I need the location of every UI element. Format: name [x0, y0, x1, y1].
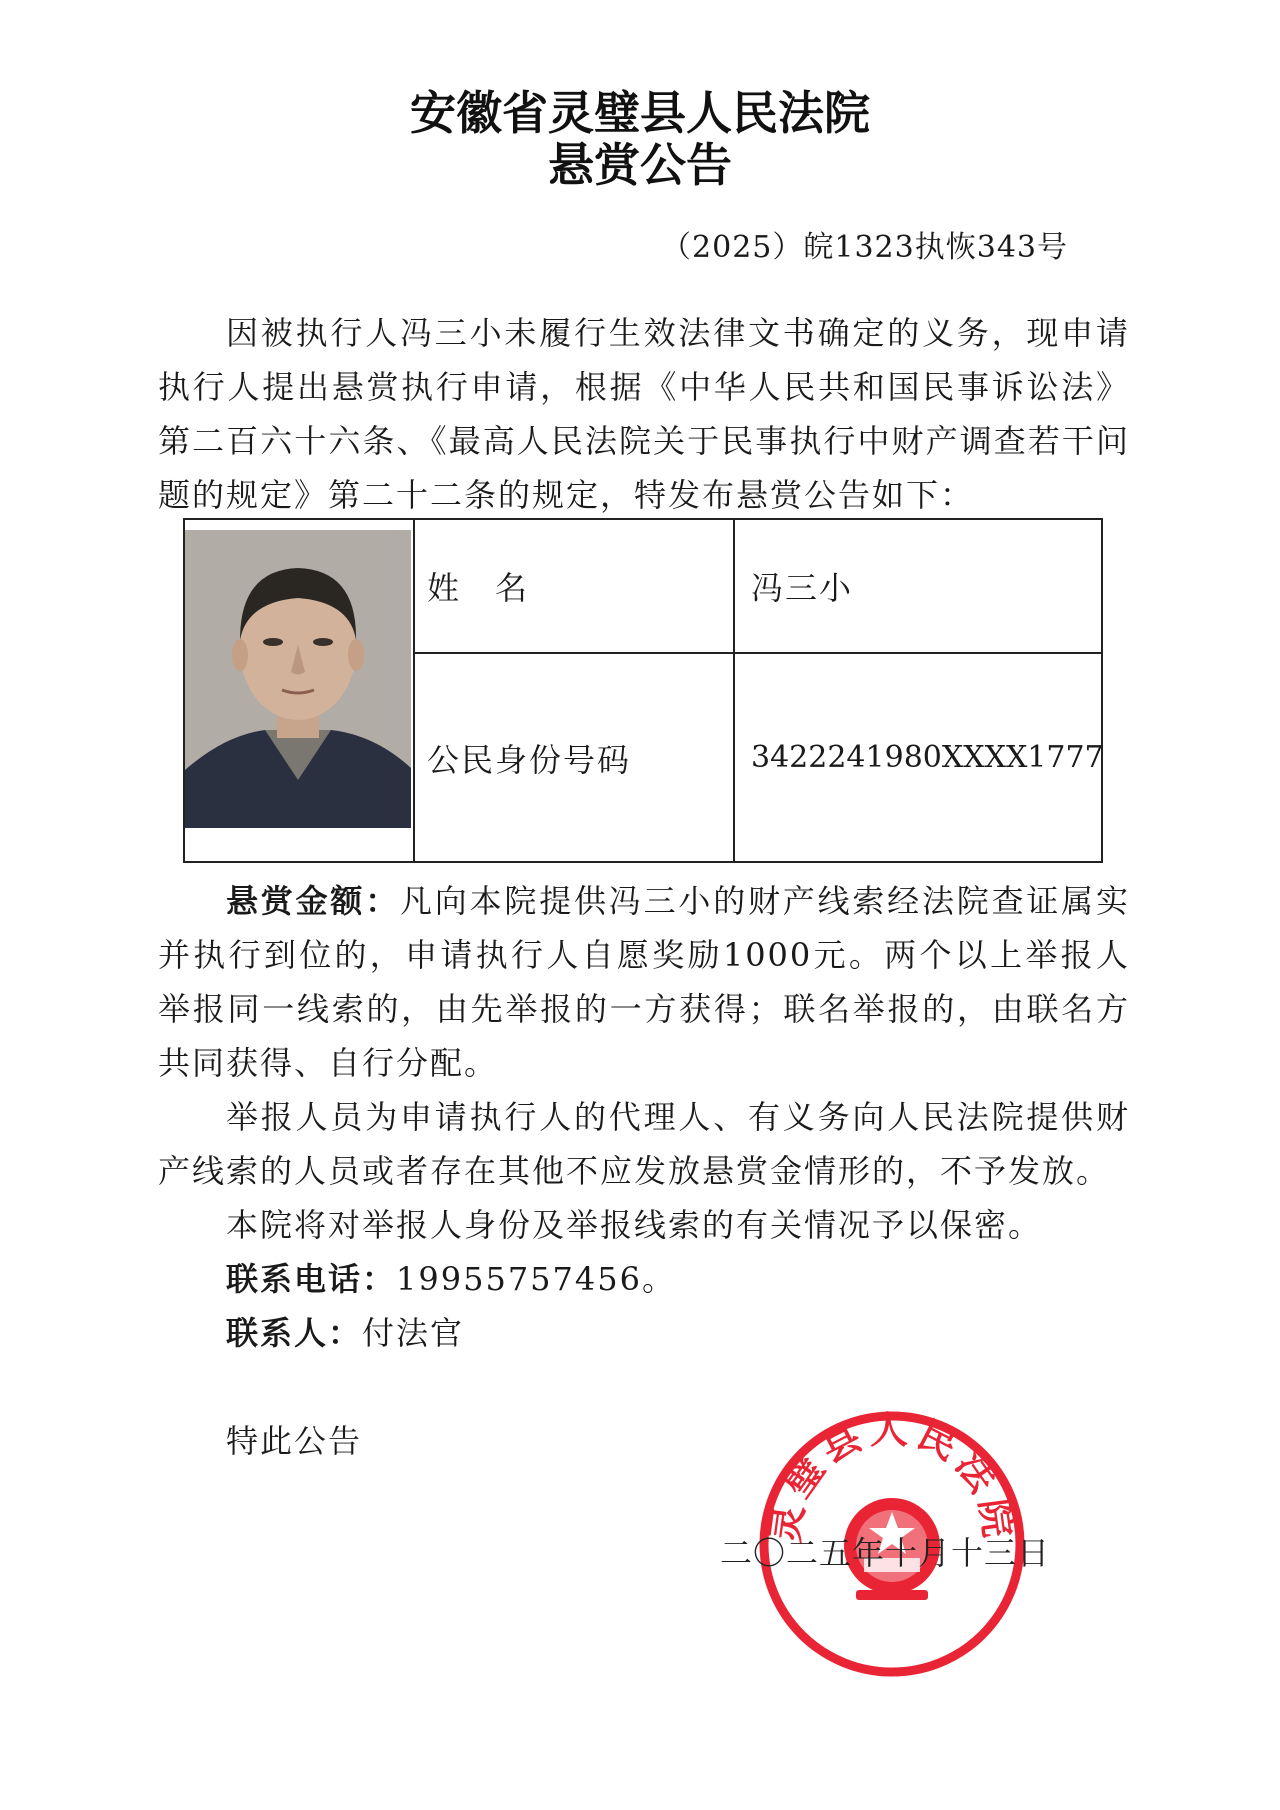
name-value: 冯三小 — [751, 569, 854, 607]
closing-text: 特此公告 — [226, 1422, 363, 1460]
reward-label: 悬赏金额： — [226, 882, 400, 920]
id-value: 3422241980XXXX1777 — [751, 740, 1104, 775]
person-value: 付法官 — [362, 1314, 465, 1352]
contact-phone — [226, 1252, 676, 1306]
confidential-line: 本院将对举报人身份及举报线索的有关情况予以保密。 — [226, 1206, 1043, 1244]
subject-photo — [185, 530, 411, 828]
issue-date: 二〇二五年十月十三日 — [720, 1534, 1051, 1572]
case-number: （2025）皖1323执恢343号 — [661, 230, 1068, 265]
id-label: 公民身份号码 — [427, 740, 632, 779]
notice-title: 悬赏公告 — [548, 138, 732, 192]
phone-label: 联系电话： — [226, 1260, 397, 1298]
info-table — [183, 518, 1103, 863]
intro-paragraph: 因被执行人冯三小未履行生效法律文书确定的义务，现申请执行人提出悬赏执行申请，根据《中华人民共和国民事诉讼法》第二百六十六条、《最高人民法院关于民事执行中财产调查若干问题的规定》第二十二条的规定，特发布悬赏公告如下： — [158, 314, 1130, 514]
portrait-image — [185, 530, 411, 828]
reward-paragraph — [158, 874, 1130, 1090]
name-label: 姓 名 — [427, 569, 530, 607]
phone-value: 19955757456。 — [396, 1260, 676, 1298]
court-title: 安徽省灵璧县人民法院 — [410, 86, 870, 140]
person-label: 联系人： — [226, 1314, 363, 1352]
exclusion-paragraph: 举报人员为申请执行人的代理人、有义务向人民法院提供财产线索的人员或者存在其他不应发放悬赏金情形的，不予发放。 — [158, 1098, 1130, 1190]
reward-text: 凡向本院提供冯三小的财产线索经法院查证属实并执行到位的，申请执行人自愿奖励1000元。两个以上举报人举报同一线索的，由先举报的一方获得；联名举报的，由联名方共同获得、自行分配。 — [158, 882, 1130, 1082]
contact-person — [226, 1306, 464, 1360]
seal-text: 灵璧县人民法院 — [763, 1407, 1021, 1546]
